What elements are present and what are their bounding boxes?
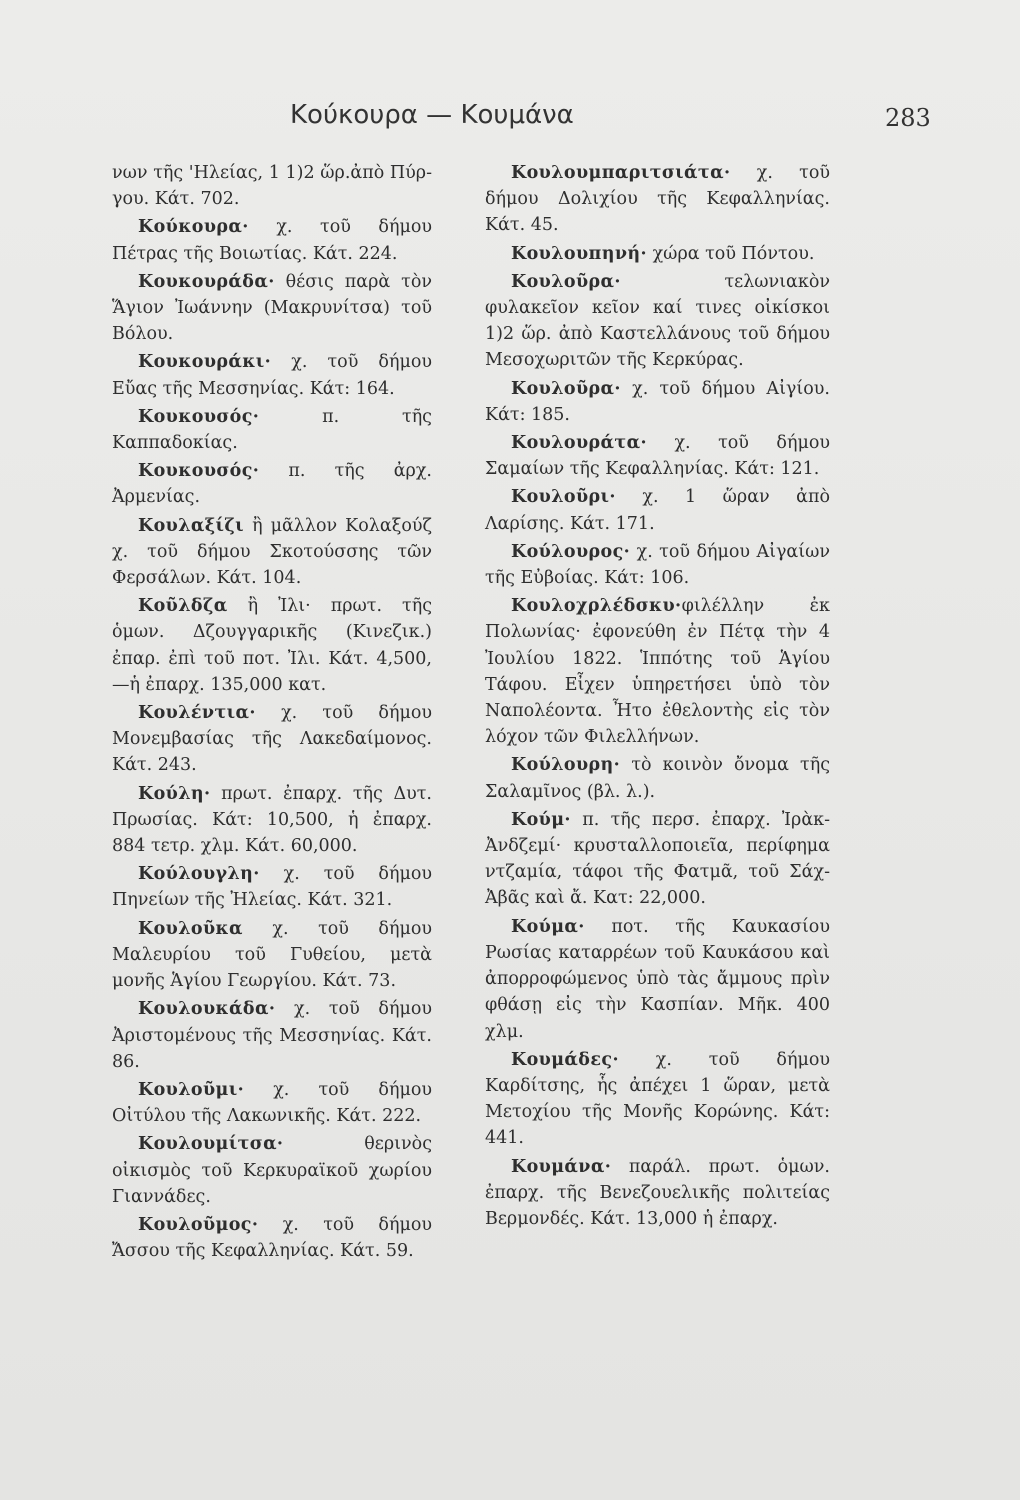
entry-headword: Κουμάδες·: [511, 1049, 619, 1070]
dictionary-entry: [112, 781, 432, 860]
dictionary-entry: [112, 404, 432, 456]
entry-headword: Κουμάνα·: [511, 1156, 612, 1177]
entry-headword: Κούμ·: [511, 809, 571, 830]
dictionary-entry: [485, 914, 830, 1045]
entry-headword: Κουκουσός·: [138, 461, 260, 482]
entry-headword: Κουλοῦκα: [138, 918, 243, 939]
dictionary-entry: [112, 349, 432, 401]
entry-definition: χ. τοῦ δήμου Ἀριστομένους τῆς Μεσσηνίας. Κάτ. 86.: [112, 999, 432, 1072]
entry-headword: Κουλουκάδα·: [138, 999, 276, 1020]
dictionary-entry: [485, 1047, 830, 1152]
entry-definition: χώρα τοῦ Πόντου.: [647, 243, 815, 264]
entry-headword: Κουλοῦρα·: [511, 271, 621, 292]
entry-headword: Κουλοῦμος·: [138, 1214, 259, 1235]
dictionary-entry: [112, 861, 432, 913]
dictionary-entry: [485, 593, 830, 750]
entry-headword: Κουλοῦμι·: [138, 1079, 245, 1100]
dictionary-entry: [112, 1131, 432, 1210]
dictionary-entry: [485, 269, 830, 374]
entry-definition: ἢ μᾶλλον Κολαξούζ χ. τοῦ δήμου Σκοτούσσης τῶν Φερσάλων. Κάτ. 104.: [112, 515, 432, 589]
entry-definition: τελωνιακὸν φυλακεῖον κεῖον καί τινες οἰκίσκοι 1)2 ὥρ. ἀπὸ Καστελλάνους τοῦ δήμου Μεσοχωριτῶν τῆς Κερκύρας.: [485, 271, 830, 371]
entry-definition: χ. τοῦ δήμου Πέτρας τῆς Βοιωτίας. Κάτ. 224.: [112, 217, 432, 264]
dictionary-entry: [112, 1212, 432, 1264]
dictionary-entry: [112, 214, 432, 266]
dictionary-entry: [485, 539, 830, 591]
entry-definition: χ. τοῦ δήμου Αἰγίου. Κάτ: 185.: [485, 378, 830, 425]
entry-definition: π. τῆς περσ. ἐπαρχ. Ἰρὰκ-Ἀνδζεμί· κρυσταλλοποιεῖα, περίφημα ντζαμία, τάφοι τῆς Φατμᾶ, τοῦ Σάχ-Ἀβᾶς καὶ ἄ. Κατ: 22,000.: [485, 809, 830, 909]
entry-headword: Κουλουράτα·: [511, 433, 647, 454]
entry-definition: χ. τοῦ δήμου Ἄσσου τῆς Κεφαλληνίας. Κάτ. 59.: [112, 1214, 432, 1262]
entry-definition: π. τῆς ἀρχ. Ἀρμενίας.: [112, 461, 432, 508]
dictionary-entry: [485, 1154, 830, 1233]
dictionary-entry: [112, 1077, 432, 1129]
entry-definition: χ. τοῦ δήμου Οἰτύλου τῆς Λακωνικῆς. Κάτ. 222.: [112, 1079, 432, 1127]
entry-definition: π. τῆς Καππαδοκίας.: [112, 406, 432, 454]
entry-definition: τὸ κοινὸν ὄνομα τῆς Σαλαμῖνος (βλ. λ.).: [485, 755, 830, 802]
dictionary-entry: [112, 269, 432, 348]
entry-headword: Κουκουράκι·: [138, 352, 272, 373]
entry-headword: Κουκουσός·: [138, 406, 260, 427]
entry-headword: Κούκουρα·: [138, 217, 249, 238]
entry-headword: Κοῦλδζα: [138, 596, 228, 617]
entry-definition: νων τῆς 'Ηλείας, 1 1)2 ὥρ.ἀπὸ Πύρ-γου. Κάτ. 702.: [112, 163, 432, 210]
dictionary-entry: [112, 700, 432, 779]
entry-definition: χ. τοῦ δήμου Εὔας τῆς Μεσσηνίας. Κάτ: 164.: [112, 352, 432, 399]
entry-definition: χ. 1 ὥραν ἀπὸ Λαρίσης. Κάτ. 171.: [485, 487, 830, 534]
entry-definition: χ. τοῦ δήμου Σαμαίων τῆς Κεφαλληνίας. Κάτ: 121.: [485, 433, 830, 480]
entry-headword: Κουλοχρλέδσκυ·: [511, 596, 682, 617]
entry-definition: χ. τοῦ δήμου Μονεμβασίας τῆς Λακεδαίμονος. Κάτ. 243.: [112, 703, 432, 776]
entry-headword: Κουλουμπαριτσιάτα·: [511, 163, 731, 183]
entry-headword: Κουλουπηνή·: [511, 243, 648, 264]
entry-headword: Κούλουρος·: [511, 541, 631, 562]
entry-headword: Κούλη·: [138, 783, 211, 804]
entry-definition: χ. τοῦ δήμου Αἰγαίων τῆς Εὐβοίας. Κάτ: 106.: [485, 541, 830, 589]
dictionary-entry: [112, 593, 432, 698]
entry-headword: Κούλουγλη·: [138, 864, 260, 885]
entry-definition: χ. τοῦ δήμου Μαλευρίου τοῦ Γυθείου, μετὰ μονῆς Ἁγίου Γεωργίου. Κάτ. 73.: [112, 918, 432, 992]
dictionary-entry: [485, 430, 830, 482]
dictionary-entry: [485, 752, 830, 804]
entry-definition: ἢ Ἰλι· πρωτ. τῆς ὁμων. Δζουγγαρικῆς (Κινεζικ.) ἐπαρ. ἐπὶ τοῦ ποτ. Ἰλι. Κάτ. 4,500,—ἡ ἐπαρχ. 135,000 κατ.: [112, 596, 432, 695]
dictionary-entry: [485, 484, 830, 536]
entry-headword: Κουλοῦρι·: [511, 487, 616, 508]
dictionary-entry: [112, 916, 432, 995]
entry-definition: ποτ. τῆς Καυκασίου Ρωσίας καταρρέων τοῦ Καυκάσου καὶ ἀπορροφώμενος ὑπὸ τὰς ἄμμους πρὶν φθάσῃ εἰς τὴν Κασπίαν. Μῆκ. 400 χλμ.: [485, 916, 830, 1042]
dictionary-entry: [112, 513, 432, 592]
right-column: [485, 160, 830, 1234]
entry-definition: φιλέλλην ἐκ Πολωνίας· ἐφονεύθη ἐν Πέτᾳ τὴν 4 Ἰουλίου 1822. Ἱππότης τοῦ Ἁγίου Τάφου. Εἶχεν ὑπηρετήσει ὑπὸ τὸν Ναπολέοντα. Ἦτο ἐθελοντὴς εἰς τὸν λόχον τῶν Φιλελλήνων.: [485, 596, 830, 748]
entry-definition: θέσις παρὰ τὸν Ἅγιον Ἰωάννην (Μακρυνίτσα) τοῦ Βόλου.: [112, 271, 432, 345]
dictionary-entry: [112, 160, 432, 212]
entry-definition: παράλ. πρωτ. ὁμων. ἐπαρχ. τῆς Βενεζουελικῆς πολιτείας Βερμονδές. Κάτ. 13,000 ἡ ἐπαρχ.: [485, 1156, 830, 1229]
entry-headword: Κουκουράδα·: [138, 271, 275, 292]
page-number: 283: [885, 104, 931, 132]
dictionary-entry: [485, 160, 830, 239]
dictionary-entry: [485, 241, 830, 267]
dictionary-entry: [485, 807, 830, 912]
entry-headword: Κουλαξίζι: [138, 515, 245, 536]
left-column: [112, 160, 432, 1266]
entry-headword: Κουλουμίτσα·: [138, 1134, 284, 1155]
entry-headword: Κούμα·: [511, 916, 585, 937]
entry-headword: Κουλέντια·: [138, 703, 256, 724]
running-title: Κούκουρα — Κουμάνα: [290, 100, 574, 130]
entry-definition: θερινὸς οἰκισμὸς τοῦ Κερκυραϊκοῦ χωρίου Γιαννάδες.: [112, 1134, 432, 1207]
entry-definition: πρωτ. ἐπαρχ. τῆς Δυτ. Πρωσίας. Κάτ: 10,500, ἡ ἐπαρχ. 884 τετρ. χλμ. Κάτ. 60,000.: [112, 783, 432, 857]
entry-definition: χ. τοῦ δήμου Δολιχίου τῆς Κεφαλληνίας. Κάτ. 45.: [485, 163, 830, 236]
entry-definition: χ. τοῦ δήμου Πηνείων τῆς Ἠλείας. Κάτ. 321.: [112, 864, 432, 911]
entry-headword: Κούλουρη·: [511, 755, 621, 776]
entry-headword: Κουλοῦρα·: [511, 378, 621, 399]
entry-definition: χ. τοῦ δήμου Καρδίτσης, ἧς ἀπέχει 1 ὥραν, μετὰ Μετοχίου τῆς Μονῆς Κορώνης. Κάτ: 441.: [485, 1049, 830, 1149]
dictionary-entry: [112, 996, 432, 1075]
dictionary-entry: [485, 376, 830, 428]
dictionary-entry: [112, 458, 432, 510]
